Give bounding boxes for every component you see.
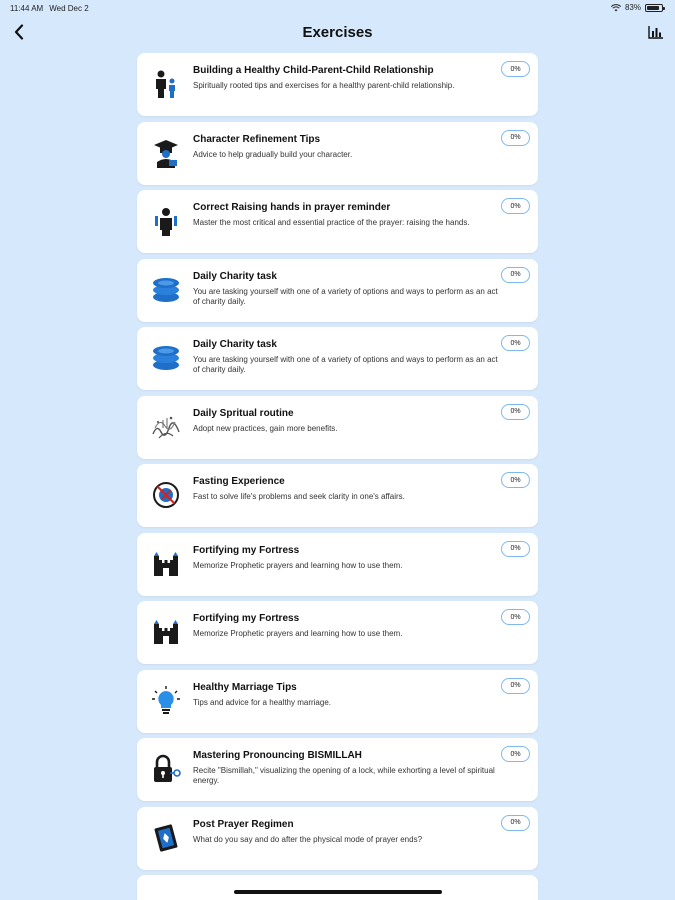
- status-date: Wed Dec 2: [49, 4, 89, 13]
- exercise-card[interactable]: [137, 670, 538, 733]
- exercise-description: Tips and advice for a healthy marriage.: [193, 697, 331, 707]
- exercise-card[interactable]: [137, 327, 538, 390]
- fortress-icon: [151, 549, 181, 579]
- status-bar: [0, 0, 675, 16]
- bar-chart-icon: [648, 25, 664, 39]
- status-right: [611, 3, 663, 12]
- progress-badge: 0%: [501, 198, 530, 214]
- page-title: Exercises: [302, 24, 373, 41]
- exercise-card[interactable]: [137, 259, 538, 322]
- exercise-description: What do you say and do after the physical mode of prayer ends?: [193, 834, 423, 844]
- progress-badge: 0%: [501, 678, 530, 694]
- exercise-description: Fast to solve life's problems and seek clarity in one's affairs.: [193, 492, 405, 501]
- progress-badge: 0%: [501, 746, 530, 762]
- progress-badge: 0%: [501, 541, 530, 557]
- exercise-description: Master the most critical and essential practice of the prayer: raising the hands.: [193, 218, 470, 227]
- praying-person-icon: [151, 206, 181, 236]
- wifi-icon: [611, 4, 621, 12]
- no-food-icon: [151, 480, 181, 510]
- exercise-title: Post Prayer Regimen: [193, 818, 294, 830]
- exercise-title: Fortifying my Fortress: [193, 613, 300, 624]
- exercise-description: Memorize Prophetic prayers and learning how to use them.: [193, 629, 403, 638]
- battery-icon: [645, 4, 663, 12]
- exercise-description: Spiritually rooted tips and exercises for a healthy parent-child relationship.: [193, 81, 455, 90]
- exercise-title: Fortifying my Fortress: [193, 544, 300, 556]
- fortress-icon: [151, 617, 181, 647]
- lock-key-icon: [151, 754, 181, 784]
- exercise-card[interactable]: [137, 601, 538, 664]
- exercise-description: Adopt new practices, gain more benefits.: [193, 423, 338, 433]
- exercise-title: Building a Healthy Child-Parent-Child Relationship: [193, 65, 434, 76]
- exercise-title: Daily Charity task: [193, 270, 277, 282]
- exercise-title: Fasting Experience: [193, 476, 285, 487]
- exercise-title: Daily Charity task: [193, 339, 277, 350]
- progress-badge: 0%: [501, 335, 530, 351]
- coins-icon: [151, 275, 181, 305]
- exercise-card[interactable]: [137, 464, 538, 527]
- exercise-description: You are tasking yourself with one of a variety of options and ways to perform as an act of charity daily.: [193, 286, 498, 306]
- exercise-description: Advice to help gradually build your character.: [193, 149, 353, 159]
- status-left: [10, 4, 89, 13]
- battery-percentage: 83%: [624, 3, 641, 12]
- prayer-book-icon: [151, 823, 181, 853]
- status-time: 11:44 AM: [10, 4, 44, 13]
- exercise-title: Daily Spritual routine: [193, 407, 294, 419]
- family-icon: [151, 69, 181, 99]
- exercise-description: Recite "Bismillah," visualizing the opening of a lock, while exhorting a level of spiritual energy.: [193, 766, 495, 785]
- exercise-description: You are tasking yourself with one of a variety of options and ways to perform as an act of charity daily.: [193, 355, 498, 374]
- exercise-card[interactable]: [137, 807, 538, 870]
- nav-bar: [0, 16, 675, 50]
- exercise-title: Healthy Marriage Tips: [193, 681, 297, 693]
- exercise-card[interactable]: [137, 396, 538, 459]
- exercise-title: Character Refinement Tips: [193, 133, 321, 145]
- progress-badge: 0%: [501, 815, 530, 831]
- progress-badge: 0%: [501, 609, 530, 625]
- exercise-title: Mastering Pronouncing BISMILLAH: [193, 750, 362, 761]
- progress-badge: 0%: [501, 61, 530, 77]
- exercise-card-partial[interactable]: [137, 875, 538, 900]
- exercise-card[interactable]: [137, 53, 538, 116]
- progress-badge: 0%: [501, 267, 530, 283]
- coins-icon: [151, 343, 181, 373]
- exercise-card[interactable]: [137, 738, 538, 801]
- exercise-list: [137, 53, 538, 900]
- progress-badge: 0%: [501, 472, 530, 488]
- calligraphy-icon: [151, 412, 181, 442]
- progress-badge: 0%: [501, 130, 530, 146]
- exercise-card[interactable]: [137, 190, 538, 253]
- graduate-icon: [151, 138, 181, 168]
- exercise-description: Memorize Prophetic prayers and learning how to use them.: [193, 560, 403, 570]
- lightbulb-icon: [151, 686, 181, 716]
- exercise-card[interactable]: [137, 533, 538, 596]
- exercise-title: Correct Raising hands in prayer reminder: [193, 202, 391, 213]
- progress-badge: 0%: [501, 404, 530, 420]
- exercise-card[interactable]: [137, 122, 538, 185]
- stats-button[interactable]: [645, 22, 667, 42]
- home-indicator[interactable]: [234, 890, 442, 894]
